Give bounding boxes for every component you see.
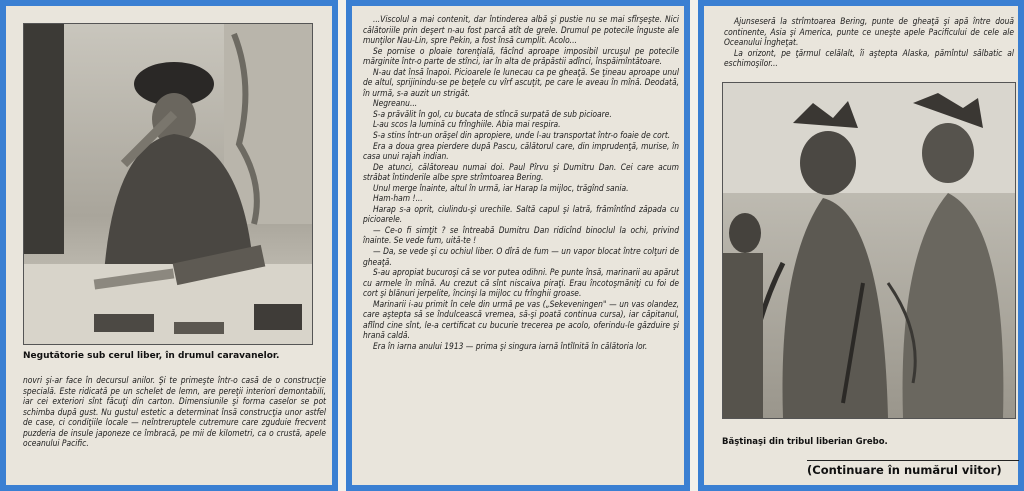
article-text-left (23, 375, 326, 449)
photo-illustration (24, 24, 312, 344)
paragraph: L-au scos la lumină cu frînghiile. Abia mai respira. (373, 119, 561, 130)
paragraph: — Ce-o fi simţit ? se întreabă Dumitru Dan ridicînd binoclul la ochi, privind înainte. Se vede fum, uită-te ! (363, 224, 679, 246)
photo-caption: Băştinaşi din tribul liberian Grebo. (722, 437, 888, 447)
paragraph: La orizont, pe ţărmul celălalt, îi aştepta Alaska, pămîntul sălbatic al eschimoşilor... (724, 47, 1014, 69)
photo-caption: Negutătorie sub cerul liber, în drumul caravanelor. (23, 351, 280, 361)
paragraph: Marinarii i-au primit în cele din urmă pe vas („Sekeveningen" — un vas olandez, care aştepta să se îndulcească vremea, să-şi poată continua cursa), iar căpitanul, aflînd cine sînt, le-a certificat cu bucurie trecerea pe acolo, oferindu-le găzduire şi hrană caldă. (363, 298, 679, 341)
photo-grebo-tribe (722, 82, 1016, 419)
paragraph: Unul merge înainte, altul în urmă, iar Harap la mijloc, trăgînd sania. (373, 182, 629, 193)
panel-right (698, 0, 1024, 491)
article-text-middle (363, 14, 679, 352)
paragraph: Era a doua grea pierdere după Pascu, călătorul care, din imprudenţă, murise, în casa unui rajah indian. (363, 140, 679, 162)
paragraph: — Da, se vede şi cu ochiul liber. O dîră de fum — un vapor blocat între colţuri de gheaţă. (363, 246, 679, 267)
paragraph: Ham-ham !... (373, 193, 423, 204)
paragraph: N-au dat însă înapoi. Picioarele le lunecau ca pe gheaţă. Se ţineau aproape unul de altul, sprijinindu-se pe beţele cu vîrf ascuţit, pe care le aveau în mînă. Deodată, în urmă, s-a auzit un strigăt. (363, 66, 679, 98)
paragraph: Negreanu... (373, 98, 418, 109)
paragraph: De atunci, călătoreau numai doi. Paul Pîrvu şi Dumitru Dan. Cei care acum străbat întinderile albe spre strîmtoarea Bering. (363, 161, 679, 183)
paragraph: S-a stins într-un orăşel din apropiere, unde l-au transportat într-o foaie de cort. (373, 130, 671, 141)
paragraph: S-a prăvălit în gol, cu bucata de stîncă surpată de sub picioare. (373, 108, 612, 119)
paragraph: Era în iarna anului 1913 — prima şi singura iarnă întîlnită în călătoria lor. (373, 340, 648, 351)
paragraph: S-au apropiat bucuroşi că se vor putea odihni. Pe punte însă, marinarii au apărut cu armele în mînă. Au crezut că sînt niscaiva piraţi. Erau încotoşmăniţi cu foi de cort şi blănuri jerpelite, încinşi la mijloc cu frînghii groase. (363, 267, 679, 299)
panel-middle (346, 0, 690, 491)
continuation-note: (Continuare în numărul viitor) (807, 460, 1019, 477)
photo-caravan-market (23, 23, 313, 345)
photo-illustration (723, 83, 1015, 418)
article-text-right (724, 16, 1014, 69)
paragraph: Harap s-a oprit, ciulindu-şi urechile. Saltă capul şi latră, frămîntînd zăpada cu picioarele. (363, 203, 679, 225)
paragraph: Se pornise o ploaie torenţială, făcînd aproape imposibil urcuşul pe potecile mărginite într-o parte de stînci, iar în alta de prăpăstii adînci, înspăimîntătoare. (363, 45, 679, 67)
paragraph: ...Viscolul a mai contenit, dar întinderea albă şi pustie nu se mai sfîrşeşte. Nici călătoriile prin deşert n-au fost parcă atît de grele. Drumul pe potecile înguste ale munţilor Nau-Lin, spre Pekin, a fost însă cumplit. Acolo... (363, 14, 679, 46)
panel-left (0, 0, 338, 491)
paragraph: Ajunseseră la strîmtoarea Bering, punte de gheaţă şi apă între două continente, Asia şi America, punte ce uneşte apele Pacificului de cele ale Oceanului Îngheţat. (724, 16, 1014, 48)
paragraph: novri şi-ar face în decursul anilor. Şi te primeşte într-o casă de o construcţie specială. Este ridicată pe un schelet de lemn, are pereţii interiori demontabili, iar cei exteriori sînt făcuţi din carton. Dimensiunile şi forma caselor se pot schimba după gust. Nu gustul estetic a determinat însă construcţia unor astfel de case, ci condiţiile locale — neîntreruptele cutremure care zguduie frecvent puzderia de insule japoneze ce îmbracă, pe mii de kilometri, ca o crustă, apele oceanului Pacific. (23, 375, 326, 449)
